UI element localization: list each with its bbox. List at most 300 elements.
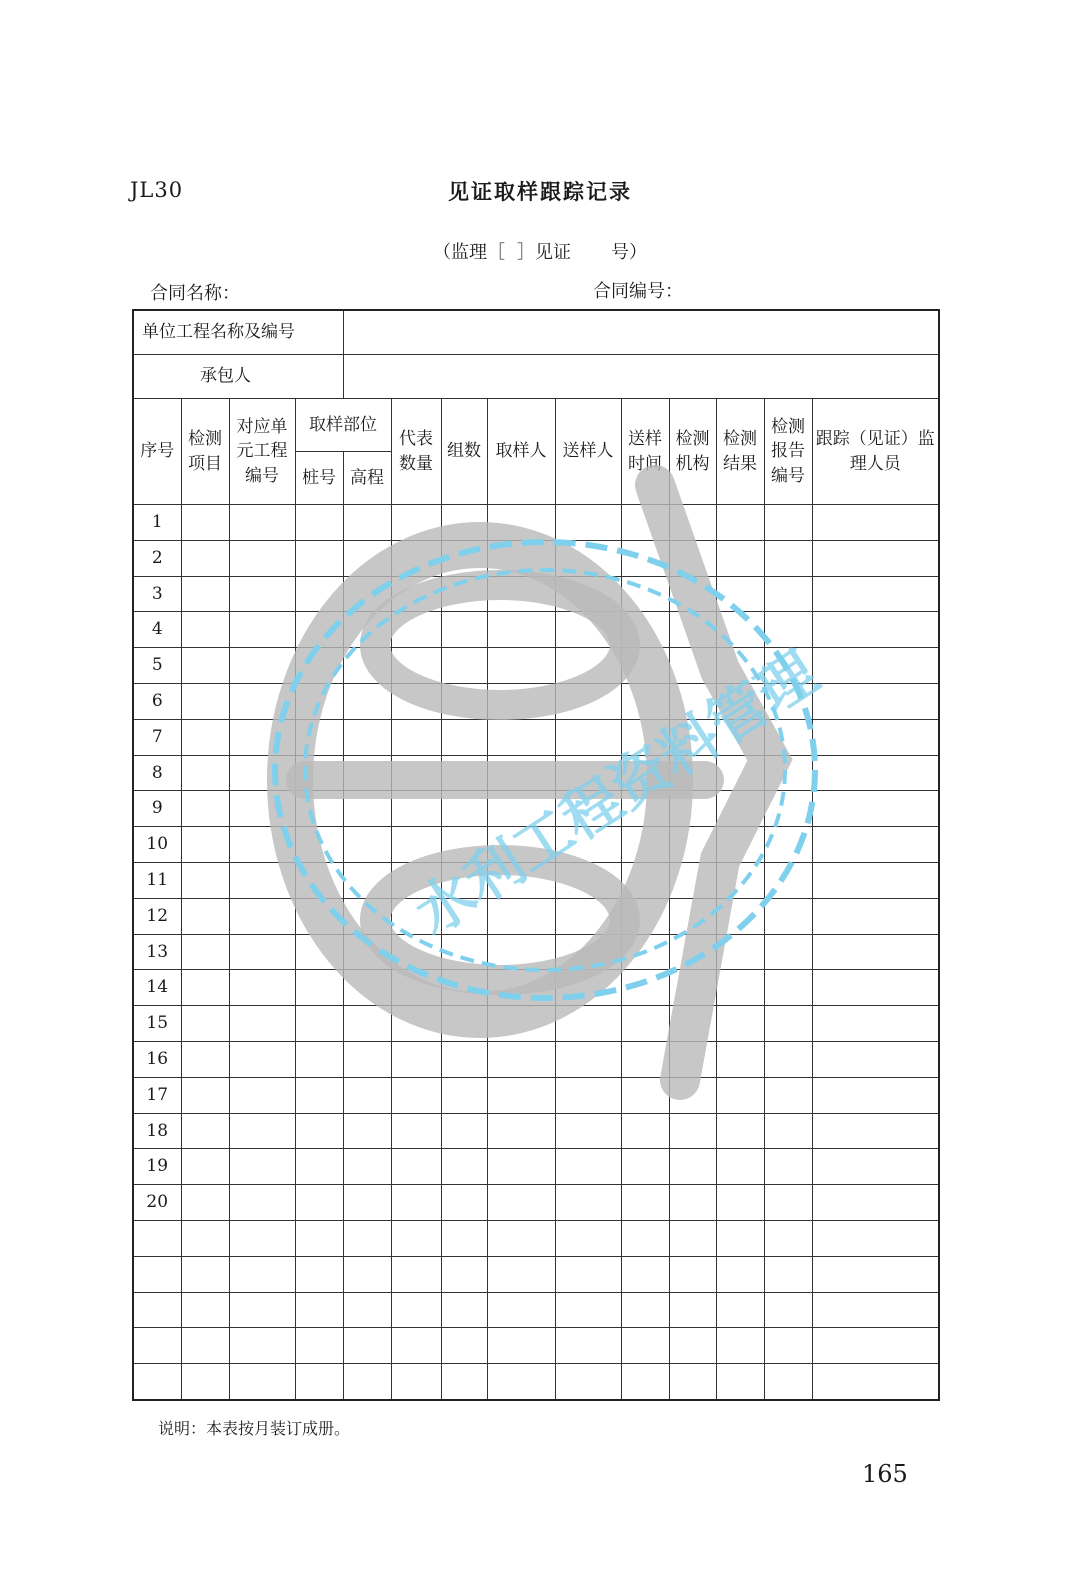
entry-cell[interactable]	[181, 1149, 229, 1185]
entry-cell[interactable]	[555, 1292, 621, 1328]
entry-cell[interactable]	[441, 576, 487, 612]
entry-cell[interactable]	[295, 683, 343, 719]
entry-cell[interactable]	[441, 612, 487, 648]
entry-cell[interactable]	[764, 755, 812, 791]
entry-cell[interactable]	[229, 576, 295, 612]
entry-cell[interactable]	[295, 1364, 343, 1400]
entry-cell[interactable]	[812, 1149, 939, 1185]
entry-cell[interactable]	[343, 683, 391, 719]
entry-cell[interactable]	[555, 898, 621, 934]
entry-cell[interactable]	[295, 1149, 343, 1185]
entry-cell[interactable]	[669, 898, 716, 934]
entry-cell[interactable]	[487, 1220, 555, 1256]
entry-cell[interactable]	[391, 1220, 441, 1256]
entry-cell[interactable]	[391, 576, 441, 612]
entry-cell[interactable]	[669, 1292, 716, 1328]
entry-cell[interactable]	[621, 1256, 669, 1292]
entry-cell[interactable]	[764, 1328, 812, 1364]
entry-cell[interactable]	[441, 791, 487, 827]
entry-cell[interactable]	[621, 862, 669, 898]
entry-cell[interactable]	[229, 1149, 295, 1185]
entry-cell[interactable]	[621, 719, 669, 755]
entry-cell[interactable]	[181, 1113, 229, 1149]
entry-cell[interactable]	[555, 1006, 621, 1042]
entry-cell[interactable]	[669, 1328, 716, 1364]
entry-cell[interactable]	[555, 1077, 621, 1113]
entry-cell[interactable]	[669, 755, 716, 791]
entry-cell[interactable]	[716, 898, 764, 934]
entry-cell[interactable]	[181, 1041, 229, 1077]
entry-cell[interactable]	[555, 612, 621, 648]
entry-cell[interactable]	[229, 1364, 295, 1400]
entry-cell[interactable]	[621, 683, 669, 719]
entry-cell[interactable]	[621, 1220, 669, 1256]
entry-cell[interactable]	[391, 505, 441, 541]
entry-cell[interactable]	[295, 1113, 343, 1149]
entry-cell[interactable]	[812, 862, 939, 898]
entry-cell[interactable]	[229, 683, 295, 719]
entry-cell[interactable]	[391, 791, 441, 827]
entry-cell[interactable]	[716, 1041, 764, 1077]
entry-cell[interactable]	[812, 1220, 939, 1256]
entry-cell[interactable]	[812, 1328, 939, 1364]
entry-cell[interactable]	[669, 1041, 716, 1077]
entry-cell[interactable]	[295, 1006, 343, 1042]
entry-cell[interactable]	[181, 612, 229, 648]
entry-cell[interactable]	[343, 1185, 391, 1221]
entry-cell[interactable]	[391, 1328, 441, 1364]
entry-cell[interactable]	[764, 540, 812, 576]
entry-cell[interactable]	[391, 1113, 441, 1149]
entry-cell[interactable]	[295, 576, 343, 612]
entry-cell[interactable]	[716, 1006, 764, 1042]
entry-cell[interactable]	[229, 755, 295, 791]
entry-cell[interactable]	[391, 755, 441, 791]
entry-cell[interactable]	[716, 1185, 764, 1221]
entry-cell[interactable]	[181, 898, 229, 934]
contractor-value[interactable]	[343, 355, 939, 399]
entry-cell[interactable]	[229, 540, 295, 576]
entry-cell[interactable]	[487, 648, 555, 684]
entry-cell[interactable]	[669, 540, 716, 576]
entry-cell[interactable]	[716, 1256, 764, 1292]
entry-cell[interactable]	[621, 1328, 669, 1364]
entry-cell[interactable]	[441, 505, 487, 541]
entry-cell[interactable]	[441, 1041, 487, 1077]
entry-cell[interactable]	[812, 755, 939, 791]
entry-cell[interactable]	[812, 898, 939, 934]
entry-cell[interactable]	[812, 648, 939, 684]
entry-cell[interactable]	[764, 719, 812, 755]
entry-cell[interactable]	[181, 1328, 229, 1364]
entry-cell[interactable]	[295, 1185, 343, 1221]
entry-cell[interactable]	[229, 970, 295, 1006]
entry-cell[interactable]	[716, 1077, 764, 1113]
entry-cell[interactable]	[621, 1185, 669, 1221]
entry-cell[interactable]	[487, 791, 555, 827]
entry-cell[interactable]	[343, 540, 391, 576]
entry-cell[interactable]	[621, 540, 669, 576]
entry-cell[interactable]	[764, 648, 812, 684]
entry-cell[interactable]	[621, 1006, 669, 1042]
entry-cell[interactable]	[669, 862, 716, 898]
entry-cell[interactable]	[487, 1256, 555, 1292]
entry-cell[interactable]	[487, 1149, 555, 1185]
entry-cell[interactable]	[621, 576, 669, 612]
entry-cell[interactable]	[669, 612, 716, 648]
entry-cell[interactable]	[716, 827, 764, 863]
entry-cell[interactable]	[295, 1077, 343, 1113]
entry-cell[interactable]	[669, 505, 716, 541]
entry-cell[interactable]	[716, 970, 764, 1006]
entry-cell[interactable]	[764, 1185, 812, 1221]
entry-cell[interactable]	[621, 1149, 669, 1185]
entry-cell[interactable]	[669, 791, 716, 827]
entry-cell[interactable]	[669, 576, 716, 612]
entry-cell[interactable]	[555, 862, 621, 898]
entry-cell[interactable]	[295, 791, 343, 827]
entry-cell[interactable]	[441, 540, 487, 576]
entry-cell[interactable]	[812, 1256, 939, 1292]
entry-cell[interactable]	[716, 1220, 764, 1256]
entry-cell[interactable]	[764, 1006, 812, 1042]
entry-cell[interactable]	[764, 1113, 812, 1149]
entry-cell[interactable]	[343, 1006, 391, 1042]
entry-cell[interactable]	[621, 934, 669, 970]
entry-cell[interactable]	[812, 1041, 939, 1077]
entry-cell[interactable]	[555, 1113, 621, 1149]
entry-cell[interactable]	[391, 1364, 441, 1400]
entry-cell[interactable]	[181, 970, 229, 1006]
entry-cell[interactable]	[229, 1077, 295, 1113]
entry-cell[interactable]	[487, 1364, 555, 1400]
entry-cell[interactable]	[487, 862, 555, 898]
entry-cell[interactable]	[181, 1220, 229, 1256]
entry-cell[interactable]	[343, 719, 391, 755]
entry-cell[interactable]	[555, 1149, 621, 1185]
entry-cell[interactable]	[295, 1256, 343, 1292]
entry-cell[interactable]	[669, 1185, 716, 1221]
entry-cell[interactable]	[181, 934, 229, 970]
entry-cell[interactable]	[669, 1006, 716, 1042]
entry-cell[interactable]	[295, 540, 343, 576]
entry-cell[interactable]	[295, 719, 343, 755]
entry-cell[interactable]	[487, 505, 555, 541]
entry-cell[interactable]	[621, 827, 669, 863]
entry-cell[interactable]	[229, 719, 295, 755]
entry-cell[interactable]	[812, 791, 939, 827]
entry-cell[interactable]	[555, 827, 621, 863]
entry-cell[interactable]	[716, 719, 764, 755]
entry-cell[interactable]	[343, 1328, 391, 1364]
entry-cell[interactable]	[555, 576, 621, 612]
entry-cell[interactable]	[716, 1149, 764, 1185]
entry-cell[interactable]	[391, 648, 441, 684]
entry-cell[interactable]	[555, 1256, 621, 1292]
entry-cell[interactable]	[621, 970, 669, 1006]
entry-cell[interactable]	[343, 827, 391, 863]
entry-cell[interactable]	[229, 898, 295, 934]
entry-cell[interactable]	[555, 1364, 621, 1400]
entry-cell[interactable]	[812, 1113, 939, 1149]
entry-cell[interactable]	[764, 612, 812, 648]
entry-cell[interactable]	[441, 827, 487, 863]
entry-cell[interactable]	[295, 970, 343, 1006]
entry-cell[interactable]	[764, 898, 812, 934]
entry-cell[interactable]	[812, 505, 939, 541]
entry-cell[interactable]	[487, 540, 555, 576]
entry-cell[interactable]	[181, 1077, 229, 1113]
entry-cell[interactable]	[764, 970, 812, 1006]
entry-cell[interactable]	[391, 1041, 441, 1077]
entry-cell[interactable]	[343, 1077, 391, 1113]
entry-cell[interactable]	[669, 1364, 716, 1400]
entry-cell[interactable]	[391, 1006, 441, 1042]
entry-cell[interactable]	[391, 934, 441, 970]
entry-cell[interactable]	[441, 970, 487, 1006]
unit-project-value[interactable]	[343, 310, 939, 355]
entry-cell[interactable]	[716, 1328, 764, 1364]
entry-cell[interactable]	[441, 934, 487, 970]
entry-cell[interactable]	[343, 970, 391, 1006]
entry-cell[interactable]	[181, 791, 229, 827]
entry-cell[interactable]	[441, 1113, 487, 1149]
entry-cell[interactable]	[229, 1113, 295, 1149]
entry-cell[interactable]	[295, 898, 343, 934]
entry-cell[interactable]	[812, 1006, 939, 1042]
entry-cell[interactable]	[391, 862, 441, 898]
entry-cell[interactable]	[343, 1113, 391, 1149]
entry-cell[interactable]	[441, 862, 487, 898]
entry-cell[interactable]	[229, 1185, 295, 1221]
entry-cell[interactable]	[812, 827, 939, 863]
entry-cell[interactable]	[764, 1220, 812, 1256]
entry-cell[interactable]	[343, 862, 391, 898]
entry-cell[interactable]	[621, 1041, 669, 1077]
entry-cell[interactable]	[441, 1292, 487, 1328]
entry-cell[interactable]	[391, 1256, 441, 1292]
entry-cell[interactable]	[181, 540, 229, 576]
entry-cell[interactable]	[181, 862, 229, 898]
entry-cell[interactable]	[441, 683, 487, 719]
entry-cell[interactable]	[487, 1006, 555, 1042]
entry-cell[interactable]	[181, 683, 229, 719]
entry-cell[interactable]	[669, 1077, 716, 1113]
entry-cell[interactable]	[669, 1220, 716, 1256]
entry-cell[interactable]	[669, 1113, 716, 1149]
entry-cell[interactable]	[181, 1256, 229, 1292]
entry-cell[interactable]	[621, 1113, 669, 1149]
entry-cell[interactable]	[812, 612, 939, 648]
entry-cell[interactable]	[669, 827, 716, 863]
entry-cell[interactable]	[555, 719, 621, 755]
entry-cell[interactable]	[343, 898, 391, 934]
entry-cell[interactable]	[295, 755, 343, 791]
entry-cell[interactable]	[441, 648, 487, 684]
entry-cell[interactable]	[391, 1077, 441, 1113]
entry-cell[interactable]	[621, 898, 669, 934]
entry-cell[interactable]	[441, 1220, 487, 1256]
entry-cell[interactable]	[555, 540, 621, 576]
entry-cell[interactable]	[487, 1077, 555, 1113]
entry-cell[interactable]	[229, 1256, 295, 1292]
entry-cell[interactable]	[391, 1149, 441, 1185]
entry-cell[interactable]	[621, 1364, 669, 1400]
entry-cell[interactable]	[812, 719, 939, 755]
entry-cell[interactable]	[669, 970, 716, 1006]
entry-cell[interactable]	[181, 1185, 229, 1221]
entry-cell[interactable]	[343, 1364, 391, 1400]
entry-cell[interactable]	[343, 1256, 391, 1292]
entry-cell[interactable]	[181, 755, 229, 791]
entry-cell[interactable]	[621, 505, 669, 541]
entry-cell[interactable]	[229, 1292, 295, 1328]
entry-cell[interactable]	[555, 505, 621, 541]
entry-cell[interactable]	[555, 791, 621, 827]
entry-cell[interactable]	[295, 1292, 343, 1328]
entry-cell[interactable]	[343, 576, 391, 612]
entry-cell[interactable]	[555, 970, 621, 1006]
entry-cell[interactable]	[295, 827, 343, 863]
entry-cell[interactable]	[343, 1041, 391, 1077]
entry-cell[interactable]	[295, 1220, 343, 1256]
entry-cell[interactable]	[716, 934, 764, 970]
entry-cell[interactable]	[229, 1006, 295, 1042]
entry-cell[interactable]	[391, 1292, 441, 1328]
entry-cell[interactable]	[812, 934, 939, 970]
entry-cell[interactable]	[441, 1256, 487, 1292]
entry-cell[interactable]	[764, 1077, 812, 1113]
entry-cell[interactable]	[295, 648, 343, 684]
entry-cell[interactable]	[391, 898, 441, 934]
entry-cell[interactable]	[343, 934, 391, 970]
entry-cell[interactable]	[764, 576, 812, 612]
entry-cell[interactable]	[716, 1364, 764, 1400]
entry-cell[interactable]	[812, 970, 939, 1006]
entry-cell[interactable]	[669, 1256, 716, 1292]
entry-cell[interactable]	[555, 683, 621, 719]
entry-cell[interactable]	[487, 1328, 555, 1364]
entry-cell[interactable]	[391, 827, 441, 863]
entry-cell[interactable]	[764, 862, 812, 898]
entry-cell[interactable]	[669, 719, 716, 755]
entry-cell[interactable]	[716, 791, 764, 827]
entry-cell[interactable]	[441, 755, 487, 791]
entry-cell[interactable]	[487, 683, 555, 719]
entry-cell[interactable]	[441, 1149, 487, 1185]
entry-cell[interactable]	[229, 934, 295, 970]
entry-cell[interactable]	[716, 540, 764, 576]
entry-cell[interactable]	[555, 1220, 621, 1256]
entry-cell[interactable]	[812, 540, 939, 576]
entry-cell[interactable]	[391, 612, 441, 648]
entry-cell[interactable]	[621, 755, 669, 791]
entry-cell[interactable]	[295, 1041, 343, 1077]
entry-cell[interactable]	[181, 576, 229, 612]
entry-cell[interactable]	[764, 505, 812, 541]
entry-cell[interactable]	[716, 612, 764, 648]
entry-cell[interactable]	[343, 648, 391, 684]
entry-cell[interactable]	[295, 505, 343, 541]
entry-cell[interactable]	[764, 683, 812, 719]
entry-cell[interactable]	[487, 1185, 555, 1221]
entry-cell[interactable]	[181, 1292, 229, 1328]
entry-cell[interactable]	[181, 827, 229, 863]
entry-cell[interactable]	[391, 719, 441, 755]
entry-cell[interactable]	[555, 934, 621, 970]
entry-cell[interactable]	[343, 1220, 391, 1256]
entry-cell[interactable]	[391, 683, 441, 719]
entry-cell[interactable]	[764, 1364, 812, 1400]
entry-cell[interactable]	[295, 1328, 343, 1364]
entry-cell[interactable]	[343, 612, 391, 648]
entry-cell[interactable]	[229, 1328, 295, 1364]
entry-cell[interactable]	[716, 683, 764, 719]
entry-cell[interactable]	[716, 648, 764, 684]
entry-cell[interactable]	[391, 1185, 441, 1221]
entry-cell[interactable]	[181, 1364, 229, 1400]
entry-cell[interactable]	[295, 862, 343, 898]
entry-cell[interactable]	[764, 1256, 812, 1292]
entry-cell[interactable]	[343, 755, 391, 791]
entry-cell[interactable]	[343, 1292, 391, 1328]
entry-cell[interactable]	[181, 719, 229, 755]
entry-cell[interactable]	[229, 1041, 295, 1077]
entry-cell[interactable]	[487, 1041, 555, 1077]
entry-cell[interactable]	[487, 612, 555, 648]
entry-cell[interactable]	[812, 1364, 939, 1400]
entry-cell[interactable]	[441, 1077, 487, 1113]
entry-cell[interactable]	[716, 505, 764, 541]
entry-cell[interactable]	[716, 862, 764, 898]
entry-cell[interactable]	[229, 1220, 295, 1256]
entry-cell[interactable]	[555, 1185, 621, 1221]
entry-cell[interactable]	[555, 648, 621, 684]
entry-cell[interactable]	[555, 1328, 621, 1364]
entry-cell[interactable]	[764, 934, 812, 970]
entry-cell[interactable]	[391, 540, 441, 576]
entry-cell[interactable]	[487, 934, 555, 970]
entry-cell[interactable]	[764, 1149, 812, 1185]
entry-cell[interactable]	[716, 1292, 764, 1328]
entry-cell[interactable]	[441, 1328, 487, 1364]
entry-cell[interactable]	[487, 970, 555, 1006]
entry-cell[interactable]	[764, 1041, 812, 1077]
entry-cell[interactable]	[343, 1149, 391, 1185]
entry-cell[interactable]	[229, 612, 295, 648]
entry-cell[interactable]	[229, 505, 295, 541]
entry-cell[interactable]	[295, 612, 343, 648]
entry-cell[interactable]	[391, 970, 441, 1006]
entry-cell[interactable]	[229, 827, 295, 863]
entry-cell[interactable]	[487, 719, 555, 755]
entry-cell[interactable]	[181, 505, 229, 541]
entry-cell[interactable]	[716, 1113, 764, 1149]
entry-cell[interactable]	[669, 1149, 716, 1185]
entry-cell[interactable]	[487, 1292, 555, 1328]
entry-cell[interactable]	[441, 1185, 487, 1221]
entry-cell[interactable]	[669, 934, 716, 970]
entry-cell[interactable]	[487, 576, 555, 612]
entry-cell[interactable]	[669, 683, 716, 719]
entry-cell[interactable]	[716, 576, 764, 612]
entry-cell[interactable]	[229, 791, 295, 827]
entry-cell[interactable]	[181, 648, 229, 684]
entry-cell[interactable]	[181, 1006, 229, 1042]
entry-cell[interactable]	[441, 898, 487, 934]
entry-cell[interactable]	[812, 576, 939, 612]
entry-cell[interactable]	[229, 862, 295, 898]
